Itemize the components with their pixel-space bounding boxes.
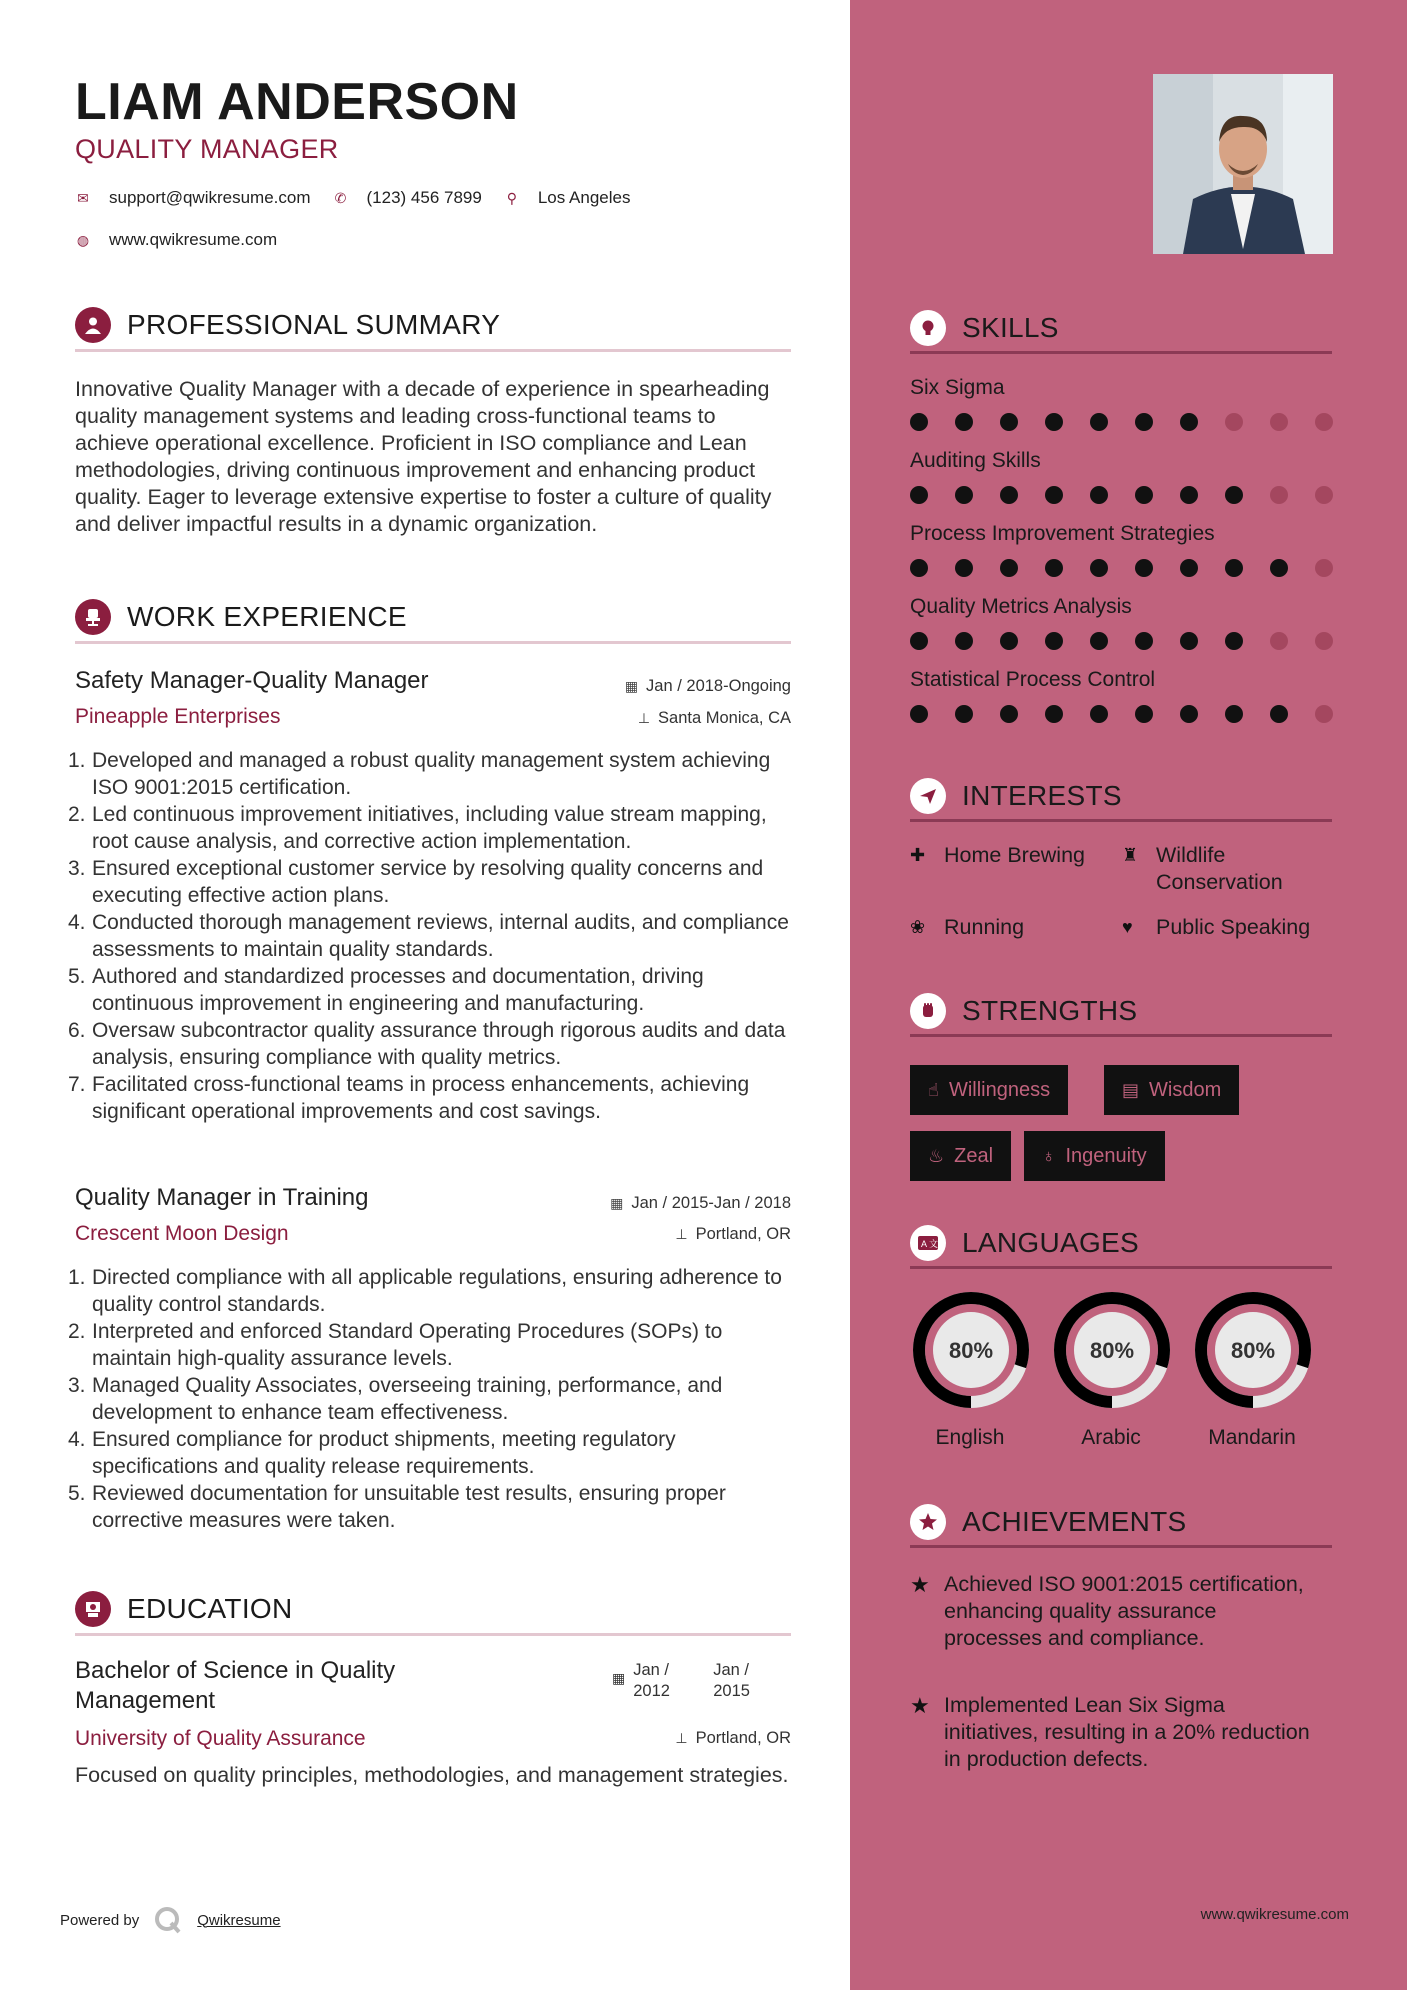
rating-dot-filled: [1000, 632, 1018, 650]
skill-name: Statistical Process Control: [910, 668, 1156, 691]
rating-dot-filled: [910, 559, 928, 577]
achievement-text: Implemented Lean Six Sigma initiatives, resulting in a 20% reduction in production defects.: [944, 1693, 1310, 1771]
rating-dot-filled: [955, 705, 973, 723]
job-location: [638, 709, 791, 728]
job-location: [675, 1225, 791, 1244]
strength-tag: [910, 1065, 1068, 1115]
website-link[interactable]: www.qwikresume.com: [109, 230, 278, 249]
rating-dot-filled: [910, 632, 928, 650]
item-text: Developed and managed a robust quality management system achieving ISO 9001:2015 certification.: [92, 749, 771, 799]
rating-dot-filled: [1270, 705, 1288, 723]
item-number: 2.: [68, 803, 86, 826]
summary-section-header: [75, 300, 791, 352]
education-location: [675, 1729, 791, 1748]
powered-by-text: Powered by: [60, 1911, 140, 1929]
rating-dot-filled: [1000, 486, 1018, 504]
interest-label: Home Brewing: [944, 843, 1085, 867]
list-item: [68, 747, 798, 801]
job-bullets: [68, 747, 798, 1125]
item-text: Conducted thorough management reviews, internal audits, and compliance assessments to maintain quality standards.: [92, 911, 789, 961]
rating-dot-filled: [1225, 632, 1243, 650]
education-heading: EDUCATION: [127, 1592, 293, 1624]
rating-dot-filled: [1045, 632, 1063, 650]
rating-dot-filled: [1180, 413, 1198, 431]
pin-icon: ⊥: [675, 1730, 688, 1746]
company-name: Crescent Moon Design: [75, 1222, 289, 1245]
star-icon: ★: [910, 1572, 930, 1597]
language-name: Arabic: [1081, 1426, 1141, 1449]
item-number: 4.: [68, 1428, 86, 1451]
education-end: Jan / 2015: [713, 1661, 750, 1700]
achievement-item: [910, 1571, 1320, 1652]
experience-heading: WORK EXPERIENCE: [127, 600, 407, 632]
calendar-icon: ▦: [612, 1670, 626, 1686]
rating-dot-filled: [1270, 559, 1288, 577]
interest-item: [1122, 842, 1322, 896]
item-number: 6.: [68, 1019, 86, 1042]
interest-label: Public Speaking: [1156, 915, 1311, 939]
job-location-text: Santa Monica, CA: [658, 709, 791, 727]
website-row: [75, 230, 299, 250]
strength-tag: [1024, 1131, 1165, 1181]
item-number: 7.: [68, 1073, 86, 1096]
rating-dot-filled: [955, 486, 973, 504]
rating-dot-filled: [1045, 486, 1063, 504]
list-item: [68, 963, 798, 1017]
list-item: [68, 1426, 798, 1480]
list-item: [68, 1318, 798, 1372]
paw-sign-icon: ♜: [1122, 845, 1139, 865]
strength-tag: [1104, 1065, 1239, 1115]
rating-dot-filled: [1135, 486, 1153, 504]
item-number: 5.: [68, 1482, 86, 1505]
rating-dot-empty: [1225, 413, 1243, 431]
rating-dot-filled: [1180, 705, 1198, 723]
rating-dot-filled: [1090, 413, 1108, 431]
contact-row: [75, 188, 652, 208]
rating-dot-filled: [1180, 559, 1198, 577]
star-icon: ★: [910, 1693, 930, 1718]
item-text: Authored and standardized processes and documentation, driving continuous improvement in engineering and manufacturing.: [92, 965, 704, 1015]
summary-heading: PROFESSIONAL SUMMARY: [127, 308, 501, 340]
rating-dot-filled: [1000, 413, 1018, 431]
translate-icon: [910, 1225, 946, 1261]
item-text: Managed Quality Associates, overseeing training, performance, and development to enhance team effectiveness.: [92, 1374, 723, 1424]
item-number: 4.: [68, 911, 86, 934]
interest-item: [910, 842, 1110, 869]
skill-rating: [910, 413, 1360, 431]
rating-dot-filled: [955, 632, 973, 650]
rating-dot-empty: [1270, 413, 1288, 431]
paper-plane-icon: [910, 778, 946, 814]
language-name: English: [935, 1426, 1005, 1449]
list-item: [68, 855, 798, 909]
job-dates-text: Jan / 2018-Ongoing: [646, 677, 791, 695]
education-start: Jan / 2012: [633, 1661, 670, 1700]
list-item: [68, 1071, 798, 1125]
item-number: 1.: [68, 1266, 86, 1289]
strengths-section-header: [910, 987, 1332, 1037]
interest-item: [910, 914, 1110, 941]
achievement-text: Achieved ISO 9001:2015 certification, enhancing quality assurance processes and compliance.: [944, 1572, 1304, 1650]
skills-section-header: [910, 304, 1332, 354]
rating-dot-filled: [955, 559, 973, 577]
achievements-section-header: [910, 1498, 1332, 1548]
book-icon: ▤: [1122, 1079, 1140, 1100]
languages-heading: LANGUAGES: [962, 1226, 1139, 1258]
svg-text:A: A: [921, 1238, 928, 1249]
strength-tag: [910, 1131, 1011, 1181]
language-percent: 80%: [948, 1338, 994, 1363]
job-title: Quality Manager in Training: [75, 1184, 369, 1211]
rating-dot-filled: [1225, 705, 1243, 723]
rating-dot-empty: [1315, 486, 1333, 504]
item-number: 5.: [68, 965, 86, 988]
rating-dot-empty: [1270, 632, 1288, 650]
interest-label: Running: [944, 915, 1025, 939]
rating-dot-filled: [1225, 486, 1243, 504]
item-number: 3.: [68, 1374, 86, 1397]
item-number: 1.: [68, 749, 86, 772]
degree-title: Bachelor of Science in Quality Management: [75, 1657, 396, 1714]
job-bullets: [68, 1264, 798, 1534]
interests-heading: INTERESTS: [962, 779, 1122, 811]
interest-item: [1122, 914, 1342, 941]
lightbulb-icon: [910, 310, 946, 346]
star-badge-icon: [910, 1504, 946, 1540]
list-item: [68, 1017, 798, 1071]
envelope-icon: ✉: [77, 189, 89, 206]
phone-number[interactable]: (123) 456 7899: [366, 188, 482, 207]
rating-dot-filled: [1045, 705, 1063, 723]
item-text: Led continuous improvement initiatives, including value stream mapping, root cause analysis, and corrective action implementation.: [92, 803, 767, 853]
candidate-name: LIAM ANDERSON: [75, 73, 519, 131]
rating-dot-filled: [1225, 559, 1243, 577]
rating-dot-filled: [910, 486, 928, 504]
rating-dot-empty: [1315, 413, 1333, 431]
strength-label: Willingness: [948, 1078, 1051, 1101]
globe-icon: ◍: [76, 231, 90, 248]
job-dates: [610, 1194, 791, 1213]
thumbs-up-icon: ☝: [928, 1079, 939, 1100]
interest-label: Wildlife Conservation: [1156, 843, 1283, 894]
job-dates: [625, 677, 791, 696]
item-text: Interpreted and enforced Standard Operating Procedures (SOPs) to maintain high-quality assurance levels.: [92, 1320, 723, 1370]
paw-icon: ❀: [910, 917, 926, 937]
language-ring: [1192, 1289, 1314, 1411]
education-location-text: Portland, OR: [695, 1729, 791, 1747]
rating-dot-filled: [910, 705, 928, 723]
location-text: Los Angeles: [537, 188, 631, 207]
strength-label: Wisdom: [1149, 1078, 1222, 1101]
rating-dot-filled: [1180, 632, 1198, 650]
rating-dot-filled: [910, 413, 928, 431]
skill-name: Auditing Skills: [910, 449, 1041, 472]
item-text: Directed compliance with all applicable regulations, ensuring adherence to quality control standards.: [92, 1266, 782, 1316]
rating-dot-empty: [1315, 705, 1333, 723]
list-item: [68, 801, 798, 855]
location-icon: ⚲: [506, 189, 517, 206]
qwikresume-link[interactable]: Qwikresume: [197, 1911, 281, 1929]
heartbeat-icon: ♥: [1122, 917, 1133, 937]
calendar-icon: ▦: [624, 678, 639, 694]
item-number: 3.: [68, 857, 86, 880]
user-icon: [75, 307, 111, 343]
item-text: Facilitated cross-functional teams in process enhancements, achieving significant operational improvements and cost savings.: [92, 1073, 750, 1123]
item-number: 2.: [68, 1320, 86, 1343]
rating-dot-filled: [1045, 559, 1063, 577]
rating-dot-filled: [1090, 486, 1108, 504]
rating-dot-filled: [1135, 632, 1153, 650]
lightbulb-icon: ♁: [1042, 1145, 1056, 1166]
candidate-title: QUALITY MANAGER: [75, 134, 339, 164]
item-text: Oversaw subcontractor quality assurance through rigorous audits and data analysis, ensuring compliance with quality metrics.: [92, 1019, 786, 1069]
footer-powered: [60, 1905, 281, 1935]
school-name: University of Quality Assurance: [75, 1727, 366, 1750]
rating-dot-filled: [1135, 705, 1153, 723]
language-percent: 80%: [1089, 1338, 1135, 1363]
profile-photo: [1153, 74, 1333, 254]
item-text: Ensured compliance for product shipments, meeting regulatory specifications and quality release requirements.: [92, 1428, 676, 1478]
language-ring: [1051, 1289, 1173, 1411]
experience-section-header: [75, 592, 791, 644]
skill-name: Six Sigma: [910, 376, 1005, 399]
skill-name: Quality Metrics Analysis: [910, 595, 1132, 618]
achievement-item: [910, 1692, 1320, 1773]
list-item: [68, 1372, 798, 1426]
chair-icon: [75, 599, 111, 635]
graduate-icon: [75, 1591, 111, 1627]
item-text: Reviewed documentation for unsuitable test results, ensuring proper corrective measures were taken.: [92, 1482, 726, 1532]
language-percent: 80%: [1230, 1338, 1276, 1363]
education-description: Focused on quality principles, methodologies, and management strategies.: [75, 1763, 789, 1787]
rating-dot-filled: [1135, 413, 1153, 431]
skill-rating: [910, 559, 1360, 577]
list-item: [68, 909, 798, 963]
list-item: [68, 1264, 798, 1318]
rating-dot-filled: [1000, 705, 1018, 723]
qwikresume-logo-icon: [153, 1905, 183, 1935]
education-section-header: [75, 1584, 791, 1636]
skill-rating: [910, 705, 1360, 723]
footer-url[interactable]: www.qwikresume.com: [1200, 1906, 1349, 1923]
fist-icon: [910, 993, 946, 1029]
puzzle-icon: ✚: [910, 845, 926, 865]
rating-dot-filled: [1045, 413, 1063, 431]
rating-dot-filled: [955, 413, 973, 431]
skill-rating: [910, 486, 1360, 504]
job-dates-text: Jan / 2015-Jan / 2018: [631, 1194, 791, 1212]
interests-section-header: [910, 772, 1332, 822]
rating-dot-filled: [1090, 705, 1108, 723]
rating-dot-filled: [1135, 559, 1153, 577]
list-item: [68, 1480, 798, 1534]
fire-icon: ♨: [928, 1145, 945, 1166]
strengths-heading: STRENGTHS: [962, 994, 1138, 1026]
skills-heading: SKILLS: [962, 311, 1059, 343]
rating-dot-filled: [1090, 559, 1108, 577]
email-link[interactable]: support@qwikresume.com: [109, 188, 311, 207]
pin-icon: ⊥: [675, 1226, 688, 1242]
phone-icon: ✆: [334, 189, 347, 206]
svg-text:文: 文: [929, 1238, 939, 1249]
rating-dot-empty: [1315, 559, 1333, 577]
job-title: Safety Manager-Quality Manager: [75, 667, 429, 694]
education-dates: [612, 1660, 763, 1702]
summary-text: Innovative Quality Manager with a decade of experience in spearheading quality management systems and leading cross-functional teams to achieve operational excellence. Proficient in ISO compliance and Lean methodologies, driving continuous improvement and enhancing product quality. Eager to leverage extensive expertise to foster a culture of quality and deliver impactful results in a dynamic organization.: [75, 377, 772, 536]
languages-section-header: [910, 1219, 1332, 1269]
pin-icon: ⊥: [637, 710, 651, 726]
item-text: Ensured exceptional customer service by resolving quality concerns and executing effective action plans.: [92, 857, 764, 907]
calendar-icon: ▦: [610, 1195, 624, 1211]
strength-label: Ingenuity: [1065, 1144, 1147, 1167]
skill-rating: [910, 632, 1360, 650]
achievements-heading: ACHIEVEMENTS: [962, 1505, 1187, 1537]
language-ring: [910, 1289, 1032, 1411]
rating-dot-filled: [1000, 559, 1018, 577]
rating-dot-empty: [1270, 486, 1288, 504]
job-location-text: Portland, OR: [695, 1225, 791, 1243]
strength-label: Zeal: [954, 1144, 994, 1167]
rating-dot-filled: [1180, 486, 1198, 504]
language-name: Mandarin: [1208, 1426, 1296, 1449]
skill-name: Process Improvement Strategies: [910, 522, 1215, 545]
company-name: Pineapple Enterprises: [75, 705, 281, 728]
rating-dot-empty: [1315, 632, 1333, 650]
rating-dot-filled: [1090, 632, 1108, 650]
